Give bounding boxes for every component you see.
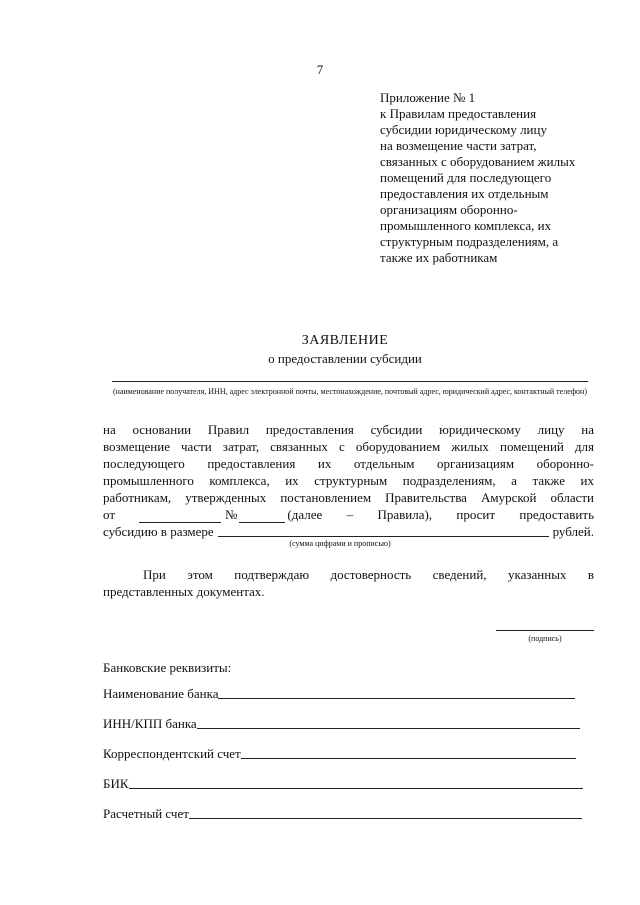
annex-line: предоставления их отдельным <box>380 186 549 201</box>
settlement-account-row <box>103 806 582 822</box>
bank-name-field[interactable] <box>218 688 575 699</box>
correspondent-account-field[interactable] <box>241 748 576 759</box>
document-title: ЗАЯВЛЕНИЕ <box>301 333 389 348</box>
body-line: работникам, утвержденных постановлением Правительства Амурской области <box>103 490 594 505</box>
bank-name-label: Наименование банка <box>103 686 219 701</box>
annex-line: организациям оборонно- <box>380 202 518 217</box>
annex-line: субсидии юридическому лицу <box>380 122 547 137</box>
body-line: промышленного комплекса, их структурным подразделениям, а также их <box>103 473 594 488</box>
number-label: № <box>225 507 238 522</box>
annex-line: структурным подразделениям, а <box>380 234 559 249</box>
sum-row <box>103 523 594 540</box>
correspondent-account-label: Корреспондентский счет <box>103 746 241 761</box>
annex-line: Приложение № 1 <box>380 90 476 105</box>
sum-caption: (сумма цифрами и прописью) <box>289 539 391 548</box>
resolution-number-field[interactable] <box>239 511 285 523</box>
applicant-caption: (наименование получателя, ИНН, адрес электронной почты, местонахождение, почтовый адрес, юридический адрес, контактный телефон) <box>113 387 587 396</box>
annex-line: промышленного комплекса, их <box>380 218 552 233</box>
annex-line: помещений для последующего <box>380 170 552 185</box>
confirm-line: При этом подтверждаю достоверность сведений, указанных в <box>143 567 594 582</box>
currency-label: рублей. <box>552 524 594 539</box>
body-line: на основании Правил предоставления субсидии юридическому лицу на <box>103 422 594 437</box>
body-line: возмещение части затрат, связанных с оборудованием жилых помещений для <box>103 439 594 454</box>
bank-inn-kpp-field[interactable] <box>197 718 580 729</box>
bank-details-title: Банковские реквизиты: <box>103 660 232 675</box>
resolution-row <box>103 506 594 523</box>
applicant-field[interactable] <box>112 381 588 382</box>
resolution-date-field[interactable] <box>139 511 221 523</box>
bank-inn-kpp-label: ИНН/КПП банка <box>103 716 197 731</box>
settlement-account-field[interactable] <box>189 808 582 819</box>
annex-line: на возмещение части затрат, <box>380 138 537 153</box>
body-line: (далее – Правила), просит предоставить <box>287 507 594 522</box>
confirmation-text <box>103 566 594 600</box>
body-line: последующего предоставления их отдельным организациям оборонно- <box>103 456 594 471</box>
bank-inn-kpp-row <box>103 716 580 732</box>
bik-field[interactable] <box>129 778 583 789</box>
correspondent-account-row <box>103 746 576 762</box>
confirm-line: представленных документах. <box>103 584 265 599</box>
annex-line: к Правилам предоставления <box>380 106 537 121</box>
settlement-account-label: Расчетный счет <box>103 806 189 821</box>
signature-caption: (подпись) <box>528 634 562 643</box>
bik-row <box>103 776 583 792</box>
annex-reference <box>380 90 610 266</box>
sum-field[interactable] <box>218 526 549 537</box>
annex-line: также их работникам <box>380 250 498 265</box>
bank-name-row <box>103 686 575 702</box>
bik-label: БИК <box>103 776 129 791</box>
annex-line: связанных с оборудованием жилых <box>380 154 576 169</box>
sum-label: субсидию в размере <box>103 524 214 539</box>
signature-field[interactable] <box>496 630 594 631</box>
page-number: 7 <box>316 62 324 77</box>
from-label: от <box>103 507 116 522</box>
application-body <box>103 421 594 540</box>
document-subtitle: о предоставлении субсидии <box>268 351 422 366</box>
